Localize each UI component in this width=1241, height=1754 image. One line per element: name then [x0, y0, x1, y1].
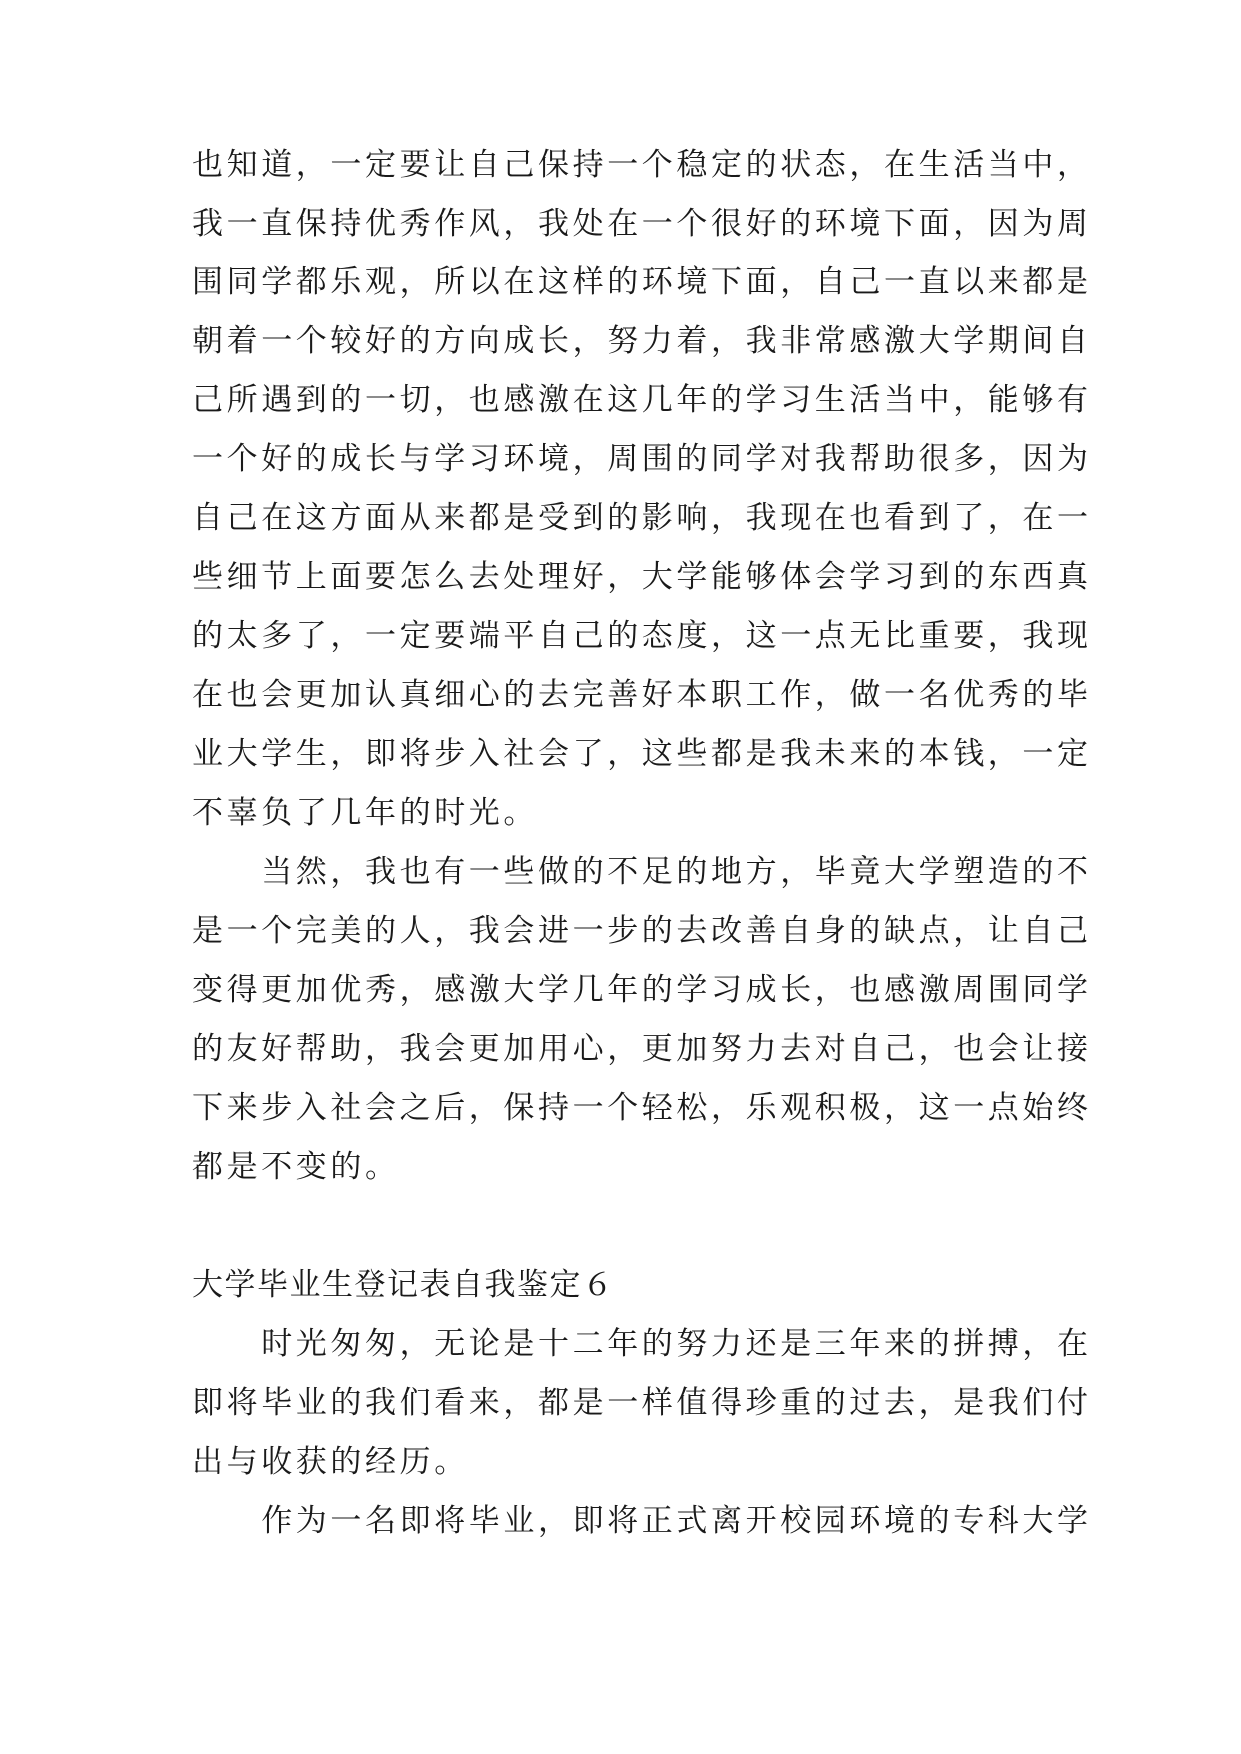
- text-line: 即将毕业的我们看来，都是一样值得珍重的过去，是我们付: [192, 1385, 1092, 1421]
- text-line: 自己在这方面从来都是受到的影响，我现在也看到了，在一: [192, 500, 1092, 536]
- text-line: 作为一名即将毕业，即将正式离开校园环境的专科大学: [192, 1503, 1092, 1539]
- text-line: 的太多了，一定要端平自己的态度，这一点无比重要，我现: [192, 618, 1092, 654]
- text-line: 都是不变的。: [192, 1149, 400, 1185]
- text-line: 是一个完美的人，我会进一步的去改善自身的缺点，让自己: [192, 913, 1092, 949]
- text-line: 时光匆匆，无论是十二年的努力还是三年来的拼搏，在: [192, 1326, 1092, 1362]
- text-line: 我一直保持优秀作风，我处在一个很好的环境下面，因为周: [192, 206, 1092, 242]
- text-line: 业大学生，即将步入社会了，这些都是我未来的本钱，一定: [192, 736, 1092, 772]
- text-line: 己所遇到的一切，也感激在这几年的学习生活当中，能够有: [192, 382, 1092, 418]
- section-heading: 大学毕业生登记表自我鉴定６: [192, 1267, 615, 1303]
- text-line: 的友好帮助，我会更加用心，更加努力去对自己，也会让接: [192, 1031, 1092, 1067]
- text-line: 不辜负了几年的时光。: [192, 795, 538, 831]
- text-line: 些细节上面要怎么去处理好，大学能够体会学习到的东西真: [192, 559, 1092, 595]
- text-line: 也知道，一定要让自己保持一个稳定的状态，在生活当中，: [192, 147, 1092, 183]
- text-line: 变得更加优秀，感激大学几年的学习成长，也感激周围同学: [192, 972, 1092, 1008]
- text-line: 下来步入社会之后，保持一个轻松，乐观积极，这一点始终: [192, 1090, 1092, 1126]
- text-line: 出与收获的经历。: [192, 1444, 469, 1480]
- text-line: 朝着一个较好的方向成长，努力着，我非常感激大学期间自: [192, 323, 1092, 359]
- text-line: 在也会更加认真细心的去完善好本职工作，做一名优秀的毕: [192, 677, 1092, 713]
- text-line: 围同学都乐观，所以在这样的环境下面，自己一直以来都是: [192, 264, 1092, 300]
- text-line: 当然，我也有一些做的不足的地方，毕竟大学塑造的不: [192, 854, 1092, 890]
- text-line: 一个好的成长与学习环境，周围的同学对我帮助很多，因为: [192, 441, 1092, 477]
